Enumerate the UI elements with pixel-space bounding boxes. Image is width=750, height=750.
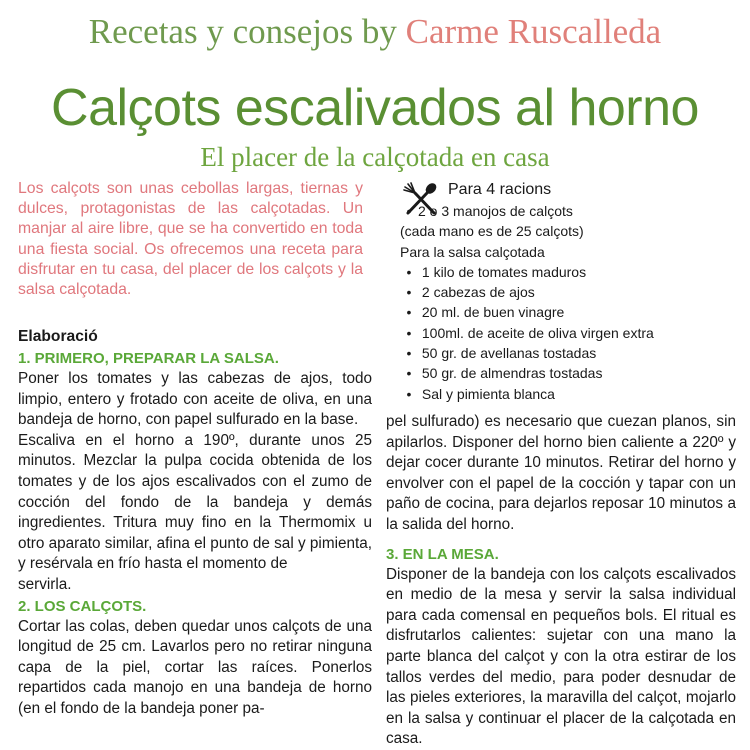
header-author: Carme Ruscalleda <box>405 12 662 51</box>
ingredient-item: • 50 gr. de avellanas tostadas <box>406 345 597 362</box>
step1-paragraph1: Poner los tomates y las cabezas de ajos, todo limpio, entero y frotado con aceite de oliva, en una bandeja de horno, con papel sulfurado en la base. <box>18 370 372 429</box>
step3-paragraph1: Disponer de la bandeja con los calçots escalivados en medio de la mesa y servir la salsa individual para cada comensal en pequeños bols. El ritual es disfrutarlos calientes: sujetar con una mano la parte blanca del calçot y con la otra estirar de los tallos verdes del medio, para poder desnudar de las pieles exteriores, la maravilla del calçot, mojarlo en la salsa y continuar el placer de la calçotada en casa. <box>386 565 736 748</box>
ingredient-item: • 2 o 3 manojos de calçots <box>406 203 573 219</box>
ingredient-item: • 2 cabezas de ajos <box>406 284 535 301</box>
intro-text <box>18 179 363 300</box>
elaboracion-heading: Elaboració <box>18 328 98 345</box>
step3-heading: 3. EN LA MESA. <box>386 545 499 563</box>
ingredient-item: • Sal y pimienta blanca <box>406 385 555 402</box>
right-column <box>386 412 736 750</box>
header-series: Recetas y consejos by <box>88 12 406 51</box>
step2-paragraph1-continued: pel sulfurado) es necesario que cuezan planos, sin apilarlos. Disponer del horno bien caliente a 220º y dejar cocer durante 10 minutos. Retirar del horno y envolver con el papel de la cocción y tapar con un paño de cocina, para dejarlos reposar 10 minutos a la salida del horno. <box>386 413 736 533</box>
recipe-subtitle: El placer de la calçotada en casa <box>200 142 550 172</box>
ingredient-note: (cada mano es de 25 calçots) <box>400 223 584 240</box>
step2-paragraph1: Cortar las colas, deben quedar unos calçots de una longitud de 25 cm. Lavarlos pero no retirar ninguna capa de la piel, cortar las raíces. Ponerlos repartidos cada manojo en una bandeja de horno (en el fondo de la bandeja poner pa- <box>18 617 372 717</box>
intro-paragraph: Los calçots son unas cebollas largas, tiernas y dulces, protagonistas de las calçotadas. Un manjar al aire libre, que se ha convertido en toda una fiesta social. Os ofrecemos una receta para disfrutar en tu casa, del placer de los calçots y la salsa calçotada. <box>18 180 363 299</box>
ingredient-item: • 50 gr. de almendras tostadas <box>406 365 603 382</box>
ingredient-subheading: Para la salsa calçotada <box>400 243 545 260</box>
servings-title: Para 4 racions <box>448 181 552 198</box>
step2-heading: 2. LOS CALÇOTS. <box>18 597 147 615</box>
step1-paragraph2-end: servirla. <box>18 575 72 593</box>
header <box>0 10 750 54</box>
ingredient-item: • 100ml. de aceite de oliva virgen extra <box>406 324 654 341</box>
ingredient-item: • 1 kilo de tomates maduros <box>406 263 587 280</box>
ingredient-item: • 20 ml. de buen vinagre <box>406 304 565 321</box>
ingredients-box <box>400 179 740 404</box>
step1-heading: 1. PRIMERO, PREPARAR LA SALSA. <box>18 350 279 367</box>
left-column <box>18 326 372 720</box>
step1-paragraph2: Escaliva en el horno a 190º, durante unos 25 minutos. Mezclar la pulpa cocida obtenida de los tomates y de los ajos escalivados con el zumo de cocción del fondo de la bandeja y demás ingredientes. Tritura muy fino en la Thermomix u otro aparato similar, afina el punto de sal y pimienta, y resérvala en frío hasta el momento de <box>18 431 372 573</box>
ingredient-list <box>400 201 740 404</box>
recipe-title: Calçots escalivados al horno <box>51 79 699 137</box>
